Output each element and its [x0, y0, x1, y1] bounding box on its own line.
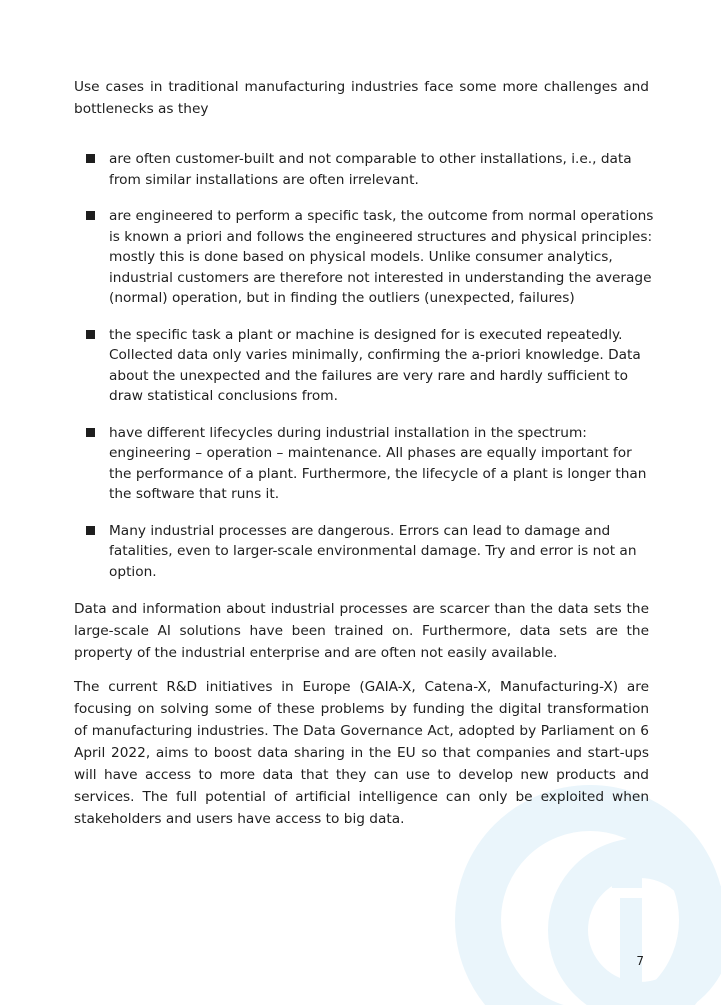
list-item-text: Many industrial processes are dangerous. Errors can lead to damage and fatalities, even to larger-scale environmental damage. Try and error is not an option.: [109, 522, 637, 580]
intro-paragraph: Use cases in traditional manufacturing industries face some more challenges and bottlenecks as they: [74, 79, 649, 117]
data-scarcity-paragraph: Data and information about industrial processes are scarcer than the data sets the large-scale AI solutions have been trained on. Furthermore, data sets are the property of the industrial enterprise and are often not easily available.: [74, 601, 649, 661]
square-bullet-icon: [86, 330, 95, 339]
list-item-text: the specific task a plant or machine is designed for is executed repeatedly. Collected data only varies minimally, confirming the a-priori knowledge. Data about the unexpected and the failures are very rare and hardly sufficient to draw statistical conclusions from.: [109, 326, 641, 404]
list-item-text: are engineered to perform a specific task, the outcome from normal operations is known a priori and follows the engineered structures and physical principles: mostly this is done based on physical models. Unlike consumer analytics, industrial customers are therefore not interested in understanding the average (normal) operation, but in finding the outliers (unexpected, failures): [109, 208, 654, 306]
list-item: [86, 325, 656, 407]
list-item-text: have different lifecycles during industrial installation in the spectrum: engineering – operation – maintenance. All phases are equally important for the performance of a plant. Furthermore, the lifecycle of a plant is longer than the software that runs it.: [109, 424, 647, 502]
list-item: [86, 423, 656, 505]
list-item: [86, 206, 656, 309]
square-bullet-icon: [86, 428, 95, 437]
list-item: [86, 521, 656, 583]
list-item: [86, 149, 656, 190]
square-bullet-icon: [86, 526, 95, 535]
page-number: 7: [636, 954, 644, 968]
list-item-text: are often customer-built and not comparable to other installations, i.e., data from similar installations are often irrelevant.: [109, 151, 632, 188]
square-bullet-icon: [86, 211, 95, 220]
rd-initiatives-paragraph: The current R&D initiatives in Europe (GAIA-X, Catena-X, Manufacturing-X) are focusing on solving some of these problems by funding the digital transformation of manufacturing industries. The Data Governance Act, adopted by Parliament on 6 April 2022, aims to boost data sharing in the EU so that companies and start-ups will have access to more data that they can use to develop new products and services. The full potential of artificial intelligence can only be exploited when stakeholders and users have access to big data.: [74, 679, 649, 827]
challenges-list: [86, 149, 656, 598]
square-bullet-icon: [86, 154, 95, 163]
